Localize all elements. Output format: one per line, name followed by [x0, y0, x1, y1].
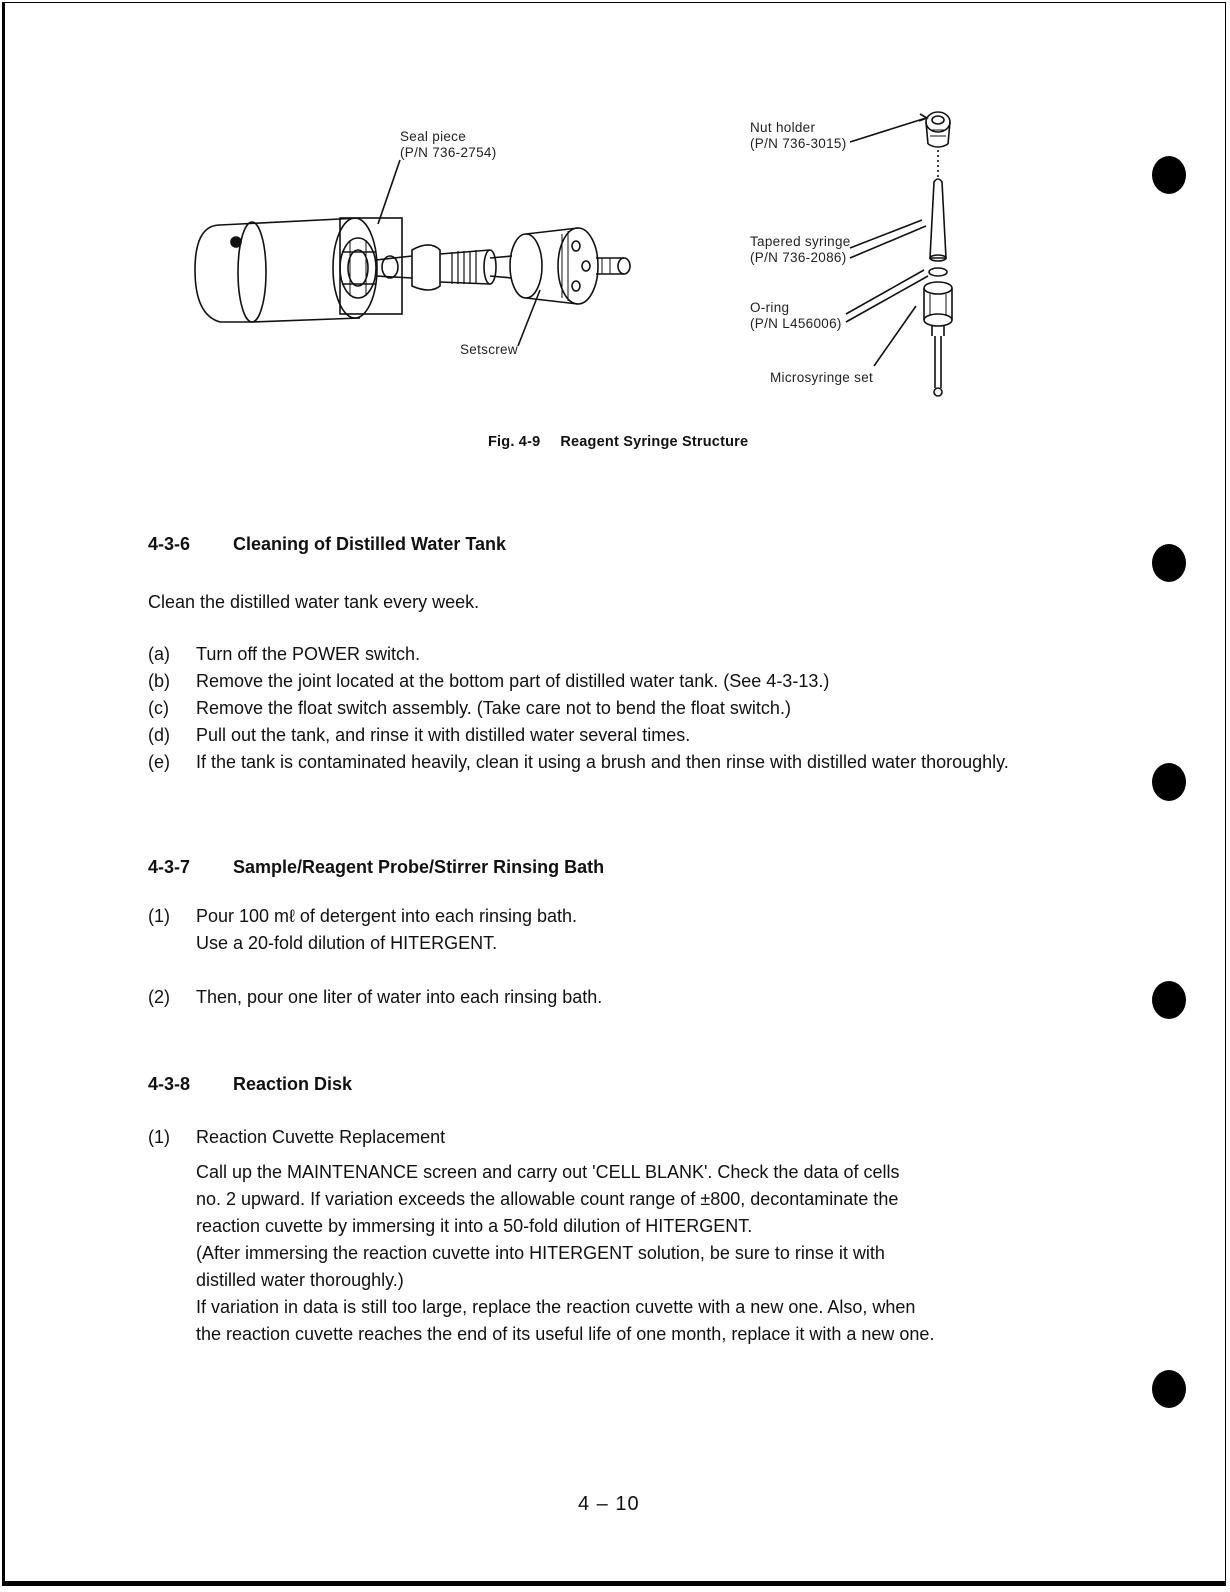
setscrew-label: Setscrew: [460, 342, 518, 357]
section-intro: Clean the distilled water tank every week.: [148, 592, 480, 612]
cleaning-steps-list: [148, 641, 1058, 776]
list-item: (b) Remove the joint located at the bottom part of distilled water tank. (See 4-3-13.): [148, 671, 830, 691]
section-title: Sample/Reagent Probe/Stirrer Rinsing Bath: [233, 857, 605, 877]
list-item: (1) Reaction Cuvette Replacement: [148, 1127, 446, 1147]
o-ring-label: O-ring (P/N L456006): [750, 300, 842, 331]
section-number: 4-3-8: [148, 1074, 191, 1094]
figure-number: Fig. 4-9: [488, 434, 541, 450]
list-item: (2) Then, pour one liter of water into each rinsing bath.: [148, 987, 603, 1007]
list-item: (e) If the tank is contaminated heavily, clean it using a brush and then rinse with distilled water thoroughly.: [148, 752, 1009, 772]
figure-caption: [488, 434, 748, 450]
binder-hole: [1152, 544, 1186, 582]
nut-holder-label: Nut holder (P/N 736-3015): [750, 120, 847, 151]
binder-hole: [1152, 156, 1186, 194]
section-heading-4-3-7: [148, 857, 604, 878]
seal-piece-label: Seal piece (P/N 736-2754): [400, 129, 497, 160]
list-item: (d) Pull out the tank, and rinse it with distilled water several times.: [148, 725, 691, 745]
section-title: Reaction Disk: [233, 1074, 353, 1094]
tapered-syringe-label: Tapered syringe (P/N 736-2086): [750, 234, 851, 265]
microsyringe-set-label: Microsyringe set: [770, 370, 874, 385]
page-number: 4 – 10: [578, 1493, 640, 1515]
section-heading-4-3-6: [148, 534, 506, 555]
section-title: Cleaning of Distilled Water Tank: [233, 534, 507, 554]
reaction-disk-list: [148, 1124, 1058, 1151]
section-heading-4-3-8: [148, 1074, 352, 1095]
binder-hole: [1152, 763, 1186, 801]
binder-hole: [1152, 1370, 1186, 1408]
cuvette-replacement-body: Call up the MAINTENANCE screen and carry out 'CELL BLANK'. Check the data of cells no. 2 upward. If variation exceeds the allowable count range of ±800, decontaminate the reaction cuvette by immersing it into a 50-fold dilution of HITERGENT. (After immersing the reaction cuvette into HITERGENT solution, be sure to rinse it with distilled water thoroughly.) If variation in data is still too large, replace the reaction cuvette with a new one. Also, when the reaction cuvette reaches the end of its useful life of one month, replace it with a new one.: [196, 1162, 935, 1344]
reagent-syringe-illustration: [190, 100, 990, 410]
list-item: (c) Remove the float switch assembly. (Take care not to bend the float switch.): [148, 698, 791, 718]
section-number: 4-3-6: [148, 534, 191, 554]
section-number: 4-3-7: [148, 857, 191, 877]
list-item: (a) Turn off the POWER switch.: [148, 644, 421, 664]
rinsing-steps-list: [148, 903, 1058, 1011]
binder-hole: [1152, 981, 1186, 1019]
figure-title: Reagent Syringe Structure: [560, 434, 749, 450]
list-item: (1) Pour 100 mℓ of detergent into each rinsing bath. Use a 20-fold dilution of HITERGENT.: [148, 906, 578, 953]
